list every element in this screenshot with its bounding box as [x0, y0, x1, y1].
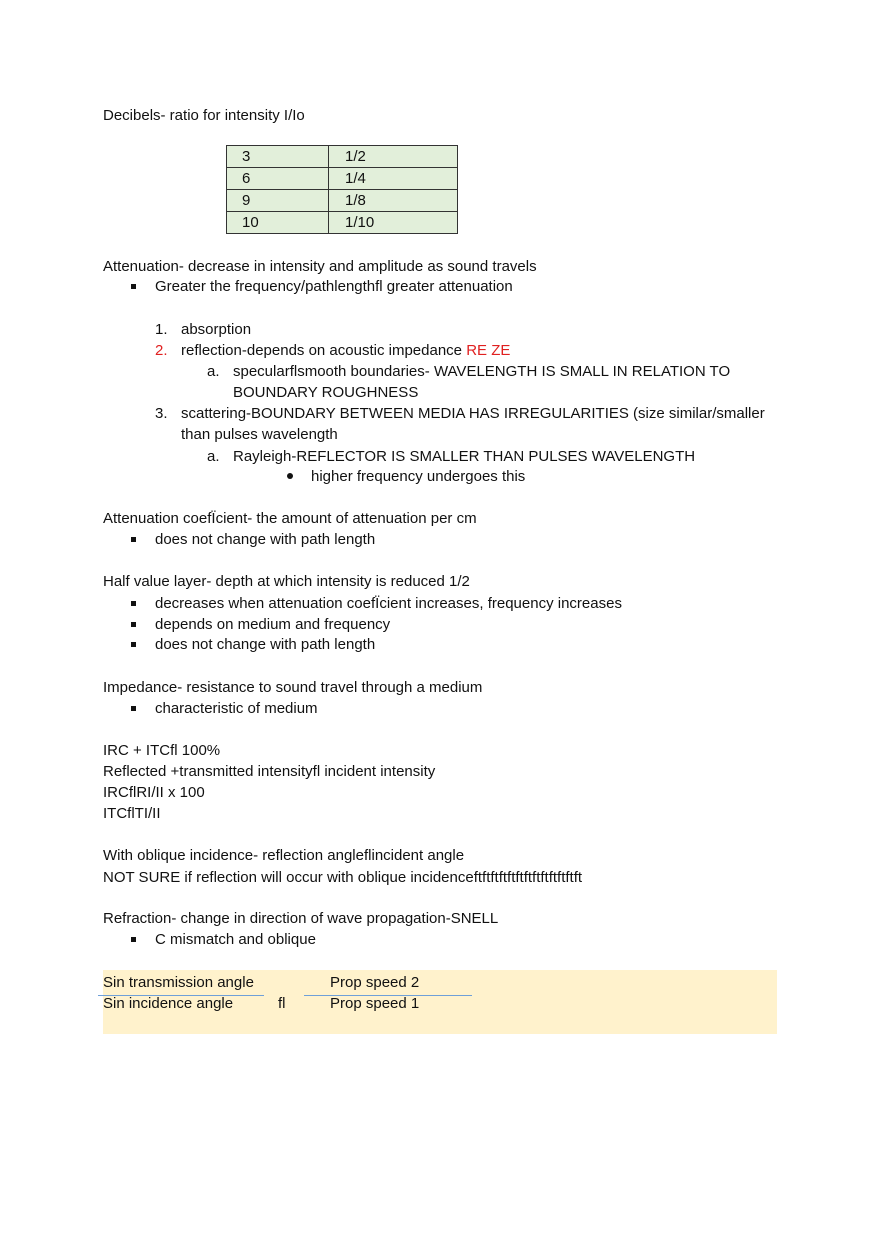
coefficient-heading: Attenuation coefÏcient- the amount of attenuation per cm	[103, 510, 477, 527]
sublist-item: Rayleigh-REFLECTOR IS SMALLER THAN PULSES WAVELENGTH	[233, 448, 696, 465]
table-row	[227, 190, 458, 212]
impedance-heading: Impedance- resistance to sound travel through a medium	[103, 679, 483, 696]
decibels-heading: Decibels- ratio for intensity I/Io	[103, 107, 305, 124]
table-row	[227, 146, 458, 168]
snell-equals: fl	[278, 995, 286, 1012]
list-item: scattering-BOUNDARY BETWEEN MEDIA HAS IRREGULARITIES (size similar/smaller	[181, 405, 765, 422]
table-cell: 6	[227, 168, 329, 190]
highlight-text: RE ZE	[466, 342, 511, 359]
list-item	[181, 340, 510, 361]
list-item-text: reflection-depends on acoustic impedance	[181, 342, 467, 359]
formula-line: Reflected +transmitted intensityfl incident intensity	[103, 763, 436, 780]
snell-numerator-left: Sin transmission angle	[103, 974, 254, 991]
snell-numerator-right: Prop speed 2	[330, 974, 420, 991]
formula-line: ITCflTI/II	[103, 805, 161, 822]
bullet-item: characteristic of medium	[155, 700, 318, 717]
refraction-heading: Refraction- change in direction of wave propagation-SNELL	[103, 910, 499, 927]
snell-denominator-left: Sin incidence angle	[103, 995, 234, 1012]
list-number: 1.	[155, 321, 168, 338]
list-item: absorption	[181, 321, 252, 338]
table-cell: 1/4	[329, 168, 458, 190]
half-value-heading: Half value layer- depth at which intensity is reduced 1/2	[103, 573, 470, 590]
bullet-item: does not change with path length	[155, 531, 376, 548]
formula-line: IRCflRI/II x 100	[103, 784, 205, 801]
sublist-letter: a.	[207, 448, 220, 465]
list-number: 3.	[155, 405, 168, 422]
bullet-item: decreases when attenuation coefÏcient increases, frequency increases	[155, 595, 622, 612]
list-item-cont: than pulses wavelength	[181, 426, 338, 443]
table-cell: 3	[227, 146, 329, 168]
oblique-line: NOT SURE if reflection will occur with oblique incidenceftftftftftftftftftftftftft	[103, 869, 583, 886]
sublist-item: specularflsmooth boundaries- WAVELENGTH IS SMALL IN RELATION TO	[233, 363, 731, 380]
bullet-item: Greater the frequency/pathlengthfl greater attenuation	[155, 278, 513, 295]
decibels-table	[226, 145, 458, 234]
snell-denominator-right: Prop speed 1	[330, 995, 420, 1012]
sublist-letter: a.	[207, 363, 220, 380]
oblique-line: With oblique incidence- reflection angleflincident angle	[103, 847, 465, 864]
bullet-item: C mismatch and oblique	[155, 931, 316, 948]
attenuation-heading: Attenuation- decrease in intensity and amplitude as sound travels	[103, 258, 537, 275]
bullet-item: does not change with path length	[155, 636, 376, 653]
table-cell: 9	[227, 190, 329, 212]
table-cell: 1/2	[329, 146, 458, 168]
list-number: 2.	[155, 342, 168, 359]
table-cell: 1/8	[329, 190, 458, 212]
sublist-item-cont: BOUNDARY ROUGHNESS	[233, 384, 419, 401]
table-cell: 10	[227, 212, 329, 234]
formula-line: IRC + ITCfl 100%	[103, 742, 221, 759]
sub-bullet-item: higher frequency undergoes this	[311, 468, 526, 485]
table-row	[227, 168, 458, 190]
bullet-item: depends on medium and frequency	[155, 616, 391, 633]
table-row	[227, 212, 458, 234]
table-cell: 1/10	[329, 212, 458, 234]
